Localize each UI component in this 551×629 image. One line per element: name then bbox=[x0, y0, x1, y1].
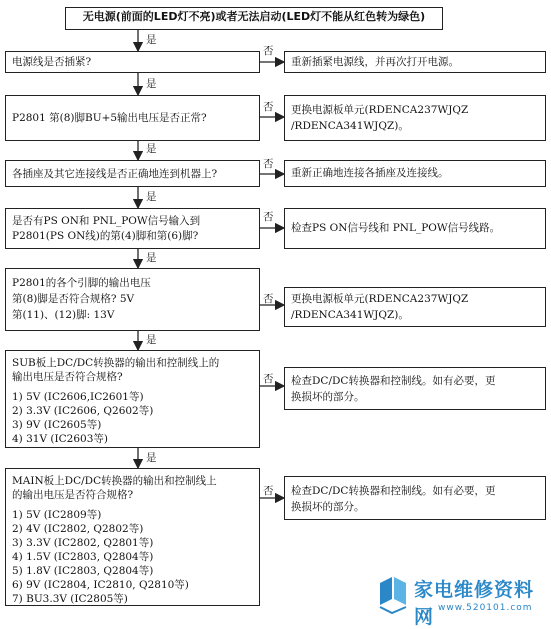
flowchart-title bbox=[65, 7, 443, 30]
watermark-url: www.520101.com bbox=[438, 603, 533, 613]
action-box-6 bbox=[284, 476, 546, 520]
yes-label-2: 是 bbox=[146, 143, 157, 155]
question-line: P2801(PS ON线)的第(4)脚和第(6)脚? bbox=[12, 230, 199, 242]
question-line: 5) 1.8V (IC2803, Q2804等) bbox=[12, 565, 154, 577]
watermark bbox=[376, 573, 548, 628]
action-line: /RDENCA341WJQZ)。 bbox=[291, 309, 409, 321]
action-line: 检查DC/DC转换器和控制线。如有必要，更 bbox=[291, 375, 496, 387]
question-line: 3) 3.3V (IC2802, Q2801等) bbox=[12, 537, 154, 549]
action-line: 换损坏的部分。 bbox=[291, 391, 365, 403]
question-line: 1) 5V (IC2606,IC2601等) bbox=[12, 391, 144, 403]
question-box-2 bbox=[5, 160, 260, 187]
action-box-4 bbox=[284, 287, 546, 327]
question-line: 7) BU3.3V (IC2805等) bbox=[12, 593, 128, 605]
no-label-5: 否 bbox=[263, 373, 274, 385]
question-line: 输出电压是否符合规格? bbox=[12, 371, 123, 383]
no-label-4: 否 bbox=[263, 293, 274, 305]
question-box-5 bbox=[5, 350, 260, 448]
question-line: P2801 第(8)脚BU+5输出电压是否正常? bbox=[12, 112, 207, 124]
question-box-3 bbox=[5, 208, 260, 249]
no-label-0: 否 bbox=[263, 45, 274, 57]
question-line: P2801的各个引脚的输出电压 bbox=[12, 277, 151, 289]
question-line: 第(8)脚是否符合规格? 5V bbox=[12, 293, 135, 305]
question-box-4 bbox=[5, 268, 260, 331]
yes-label-0: 是 bbox=[146, 34, 157, 46]
question-line: MAIN板上DC/DC转换器的输出和控制线上 bbox=[12, 475, 217, 487]
no-label-1: 否 bbox=[263, 101, 274, 113]
no-label-2: 否 bbox=[263, 158, 274, 170]
question-box-1 bbox=[5, 95, 260, 141]
question-box-6 bbox=[5, 468, 260, 606]
question-line: 的输出电压是否符合规格? bbox=[12, 489, 134, 501]
question-line: 1) 5V (IC2809等) bbox=[12, 509, 102, 521]
no-label-6: 否 bbox=[263, 485, 274, 497]
action-line: 检查DC/DC转换器和控制线。如有必要，更 bbox=[291, 485, 496, 497]
action-line: 换损坏的部分。 bbox=[291, 501, 365, 513]
watermark-name: 家电维修资料网 bbox=[414, 579, 535, 628]
action-line: 更换电源板单元(RDENCA237WJQZ bbox=[291, 104, 469, 116]
action-box-3 bbox=[284, 208, 546, 249]
action-box-0 bbox=[284, 51, 546, 73]
no-label-3: 否 bbox=[263, 211, 274, 223]
yes-label-1: 是 bbox=[146, 78, 157, 90]
yes-label-6: 是 bbox=[146, 452, 157, 464]
question-line: 2) 3.3V (IC2606, Q2602等) bbox=[12, 405, 154, 417]
action-line: /RDENCA341WJQZ)。 bbox=[291, 120, 409, 132]
yes-label-4: 是 bbox=[146, 252, 157, 264]
question-line: 2) 4V (IC2802, Q2802等) bbox=[12, 523, 144, 535]
yes-label-5: 是 bbox=[146, 334, 157, 346]
question-box-0 bbox=[5, 51, 260, 73]
question-line: SUB板上DC/DC转换器的输出和控制线上的 bbox=[12, 357, 220, 369]
question-line: 电源线是否插紧? bbox=[12, 56, 92, 68]
question-line: 第(11)、(12)脚: 13V bbox=[12, 309, 115, 321]
title-text: 无电源(前面的LED灯不亮)或者无法启动(LED灯不能从红色转为绿色) bbox=[82, 10, 426, 23]
watermark-logo-icon bbox=[376, 575, 408, 615]
question-line: 各插座及其它连接线是否正确地连到机器上? bbox=[12, 168, 218, 180]
action-line: 更换电源板单元(RDENCA237WJQZ bbox=[291, 293, 469, 305]
yes-label-3: 是 bbox=[146, 191, 157, 203]
action-box-2 bbox=[284, 160, 546, 187]
question-line: 4) 31V (IC2603等) bbox=[12, 433, 108, 445]
question-line: 3) 9V (IC2605等) bbox=[12, 419, 102, 431]
action-line: 重新插紧电源线，并再次打开电源。 bbox=[291, 56, 459, 68]
action-line: 检查PS ON信号线和 PNL_POW信号线路。 bbox=[291, 222, 501, 234]
action-box-1 bbox=[284, 95, 546, 141]
question-line: 6) 9V (IC2804, IC2810, Q2810等) bbox=[12, 579, 189, 591]
action-box-5 bbox=[284, 367, 546, 410]
question-line: 是否有PS ON和 PNL_POW信号输入到 bbox=[12, 215, 201, 227]
action-line: 重新正确地连接各插座及连接线。 bbox=[291, 167, 449, 179]
question-line: 4) 1.5V (IC2803, Q2804等) bbox=[12, 551, 154, 563]
